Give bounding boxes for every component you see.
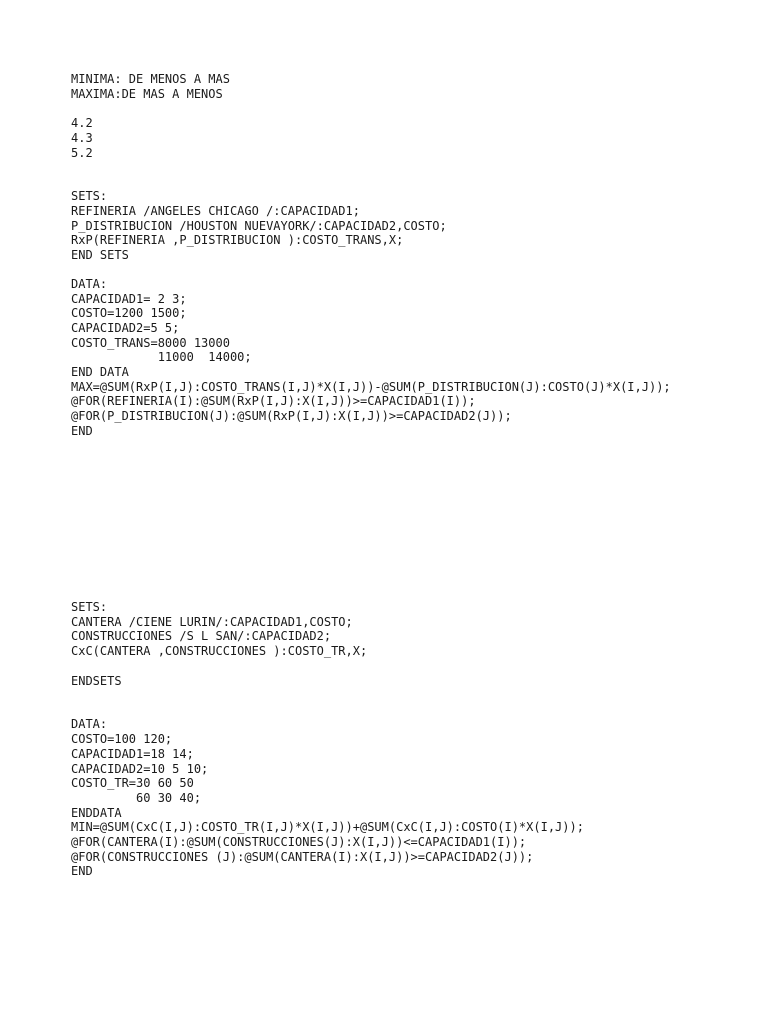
text-line: MINIMA: DE MENOS A MAS [71, 72, 230, 86]
code-line: END DATA [71, 365, 129, 379]
code-line: COSTO=1200 1500; [71, 306, 187, 320]
code-line: 11000 14000; [71, 350, 252, 364]
text-line: 5.2 [71, 146, 93, 160]
code-line: CAPACIDAD1= 2 3; [71, 292, 187, 306]
code-line: END [71, 424, 93, 438]
code-line: MIN=@SUM(CxC(I,J):COSTO_TR(I,J)*X(I,J))+@SUM(CxC(I,J):COSTO(I)*X(I,J)); [71, 820, 584, 834]
code-line: P_DISTRIBUCION /HOUSTON NUEVAYORK/:CAPACIDAD2,COSTO; [71, 219, 447, 233]
text-line: MAXIMA:DE MAS A MENOS [71, 87, 223, 101]
code-line: COSTO_TRANS=8000 13000 [71, 336, 230, 350]
code-line: RxP(REFINERIA ,P_DISTRIBUCION ):COSTO_TRANS,X; [71, 233, 404, 247]
code-line: 60 30 40; [71, 791, 202, 805]
code-line: SETS: [71, 189, 108, 203]
code-line: @FOR(CANTERA(I):@SUM(CONSTRUCCIONES(J):X(I,J))<=CAPACIDAD1(I)); [71, 835, 527, 849]
code-line: CAPACIDAD2=5 5; [71, 321, 180, 335]
code-line: SETS: [71, 600, 108, 614]
code-line: CAPACIDAD2=10 5 10; [71, 762, 209, 776]
code-line: ENDSETS [71, 674, 122, 688]
code-line: COSTO_TR=30 60 50 [71, 776, 194, 790]
code-line: COSTO=100 120; [71, 732, 173, 746]
text-line: 4.3 [71, 131, 93, 145]
code-line: @FOR(REFINERIA(I):@SUM(RxP(I,J):X(I,J))>=CAPACIDAD1(I)); [71, 394, 476, 408]
code-line: REFINERIA /ANGELES CHICAGO /:CAPACIDAD1; [71, 204, 360, 218]
code-line: CANTERA /CIENE LURIN/:CAPACIDAD1,COSTO; [71, 615, 353, 629]
code-line: END [71, 864, 93, 878]
code-line: CONSTRUCCIONES /S L SAN/:CAPACIDAD2; [71, 629, 332, 643]
code-line: END SETS [71, 248, 129, 262]
text-line: 4.2 [71, 116, 93, 130]
code-line: DATA: [71, 277, 108, 291]
code-line: CAPACIDAD1=18 14; [71, 747, 194, 761]
code-line: DATA: [71, 717, 108, 731]
code-line: @FOR(P_DISTRIBUCION(J):@SUM(RxP(I,J):X(I,J))>=CAPACIDAD2(J)); [71, 409, 512, 423]
code-line: MAX=@SUM(RxP(I,J):COSTO_TRANS(I,J)*X(I,J))-@SUM(P_DISTRIBUCION(J):COSTO(J)*X(I,J)); [71, 380, 671, 394]
code-line: @FOR(CONSTRUCCIONES (J):@SUM(CANTERA(I):X(I,J))>=CAPACIDAD2(J)); [71, 850, 534, 864]
code-line: ENDDATA [71, 806, 122, 820]
code-line: CxC(CANTERA ,CONSTRUCCIONES ):COSTO_TR,X; [71, 644, 368, 658]
